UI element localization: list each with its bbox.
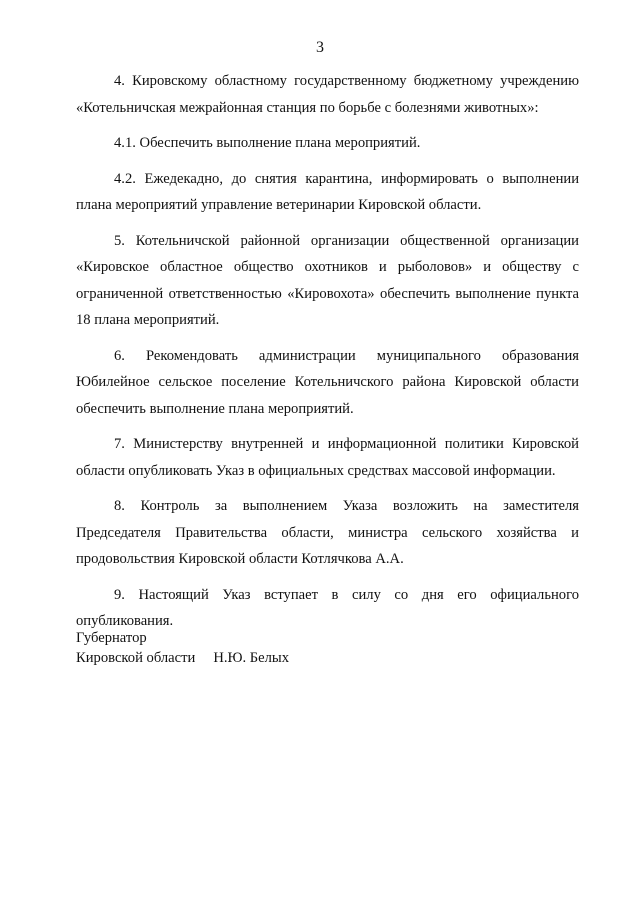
paragraph-item-6: 6. Рекомендовать администрации муниципального образования Юбилейное сельское поселение Котельничского района Кировской области обеспечить выполнение плана мероприятий. [76, 347, 579, 417]
paragraph-item-4-2: 4.2. Ежедекадно, до снятия карантина, информировать о выполнении плана мероприятий управление ветеринарии Кировской области. [76, 170, 579, 213]
signature-block [76, 628, 289, 668]
paragraph-item-9: 9. Настоящий Указ вступает в силу со дня его официального опубликования. [76, 586, 579, 629]
signatory-title: Губернатор [76, 630, 147, 646]
page-number: 3 [316, 39, 324, 56]
paragraph-item-7: 7. Министерству внутренней и информационной политики Кировской области опубликовать Указ в официальных средствах массовой информации. [76, 436, 579, 479]
signatory-region: Кировской области [76, 650, 196, 666]
paragraph-item-5: 5. Котельничской районной организации общественной организации «Кировское областное общество охотников и рыболовов» и обществу с ограниченной ответственностью «Кировохота» обеспечить выполнение пункта 18 плана мероприятий. [76, 232, 579, 328]
paragraph-item-8: 8. Контроль за выполнением Указа возложить на заместителя Председателя Правительства области, министра сельского хозяйства и продовольствия Кировской области Котлячкова А.А. [76, 498, 579, 567]
paragraph-item-4-1: 4.1. Обеспечить выполнение плана мероприятий. [114, 135, 421, 151]
decree-body [76, 68, 579, 644]
signature-row [76, 648, 289, 668]
paragraph-item-4: 4. Кировскому областному государственному бюджетному учреждению «Котельничская межрайонная станция по борьбе с болезнями животных»: [76, 73, 579, 116]
signatory-name: Н.Ю. Белых [213, 650, 290, 666]
